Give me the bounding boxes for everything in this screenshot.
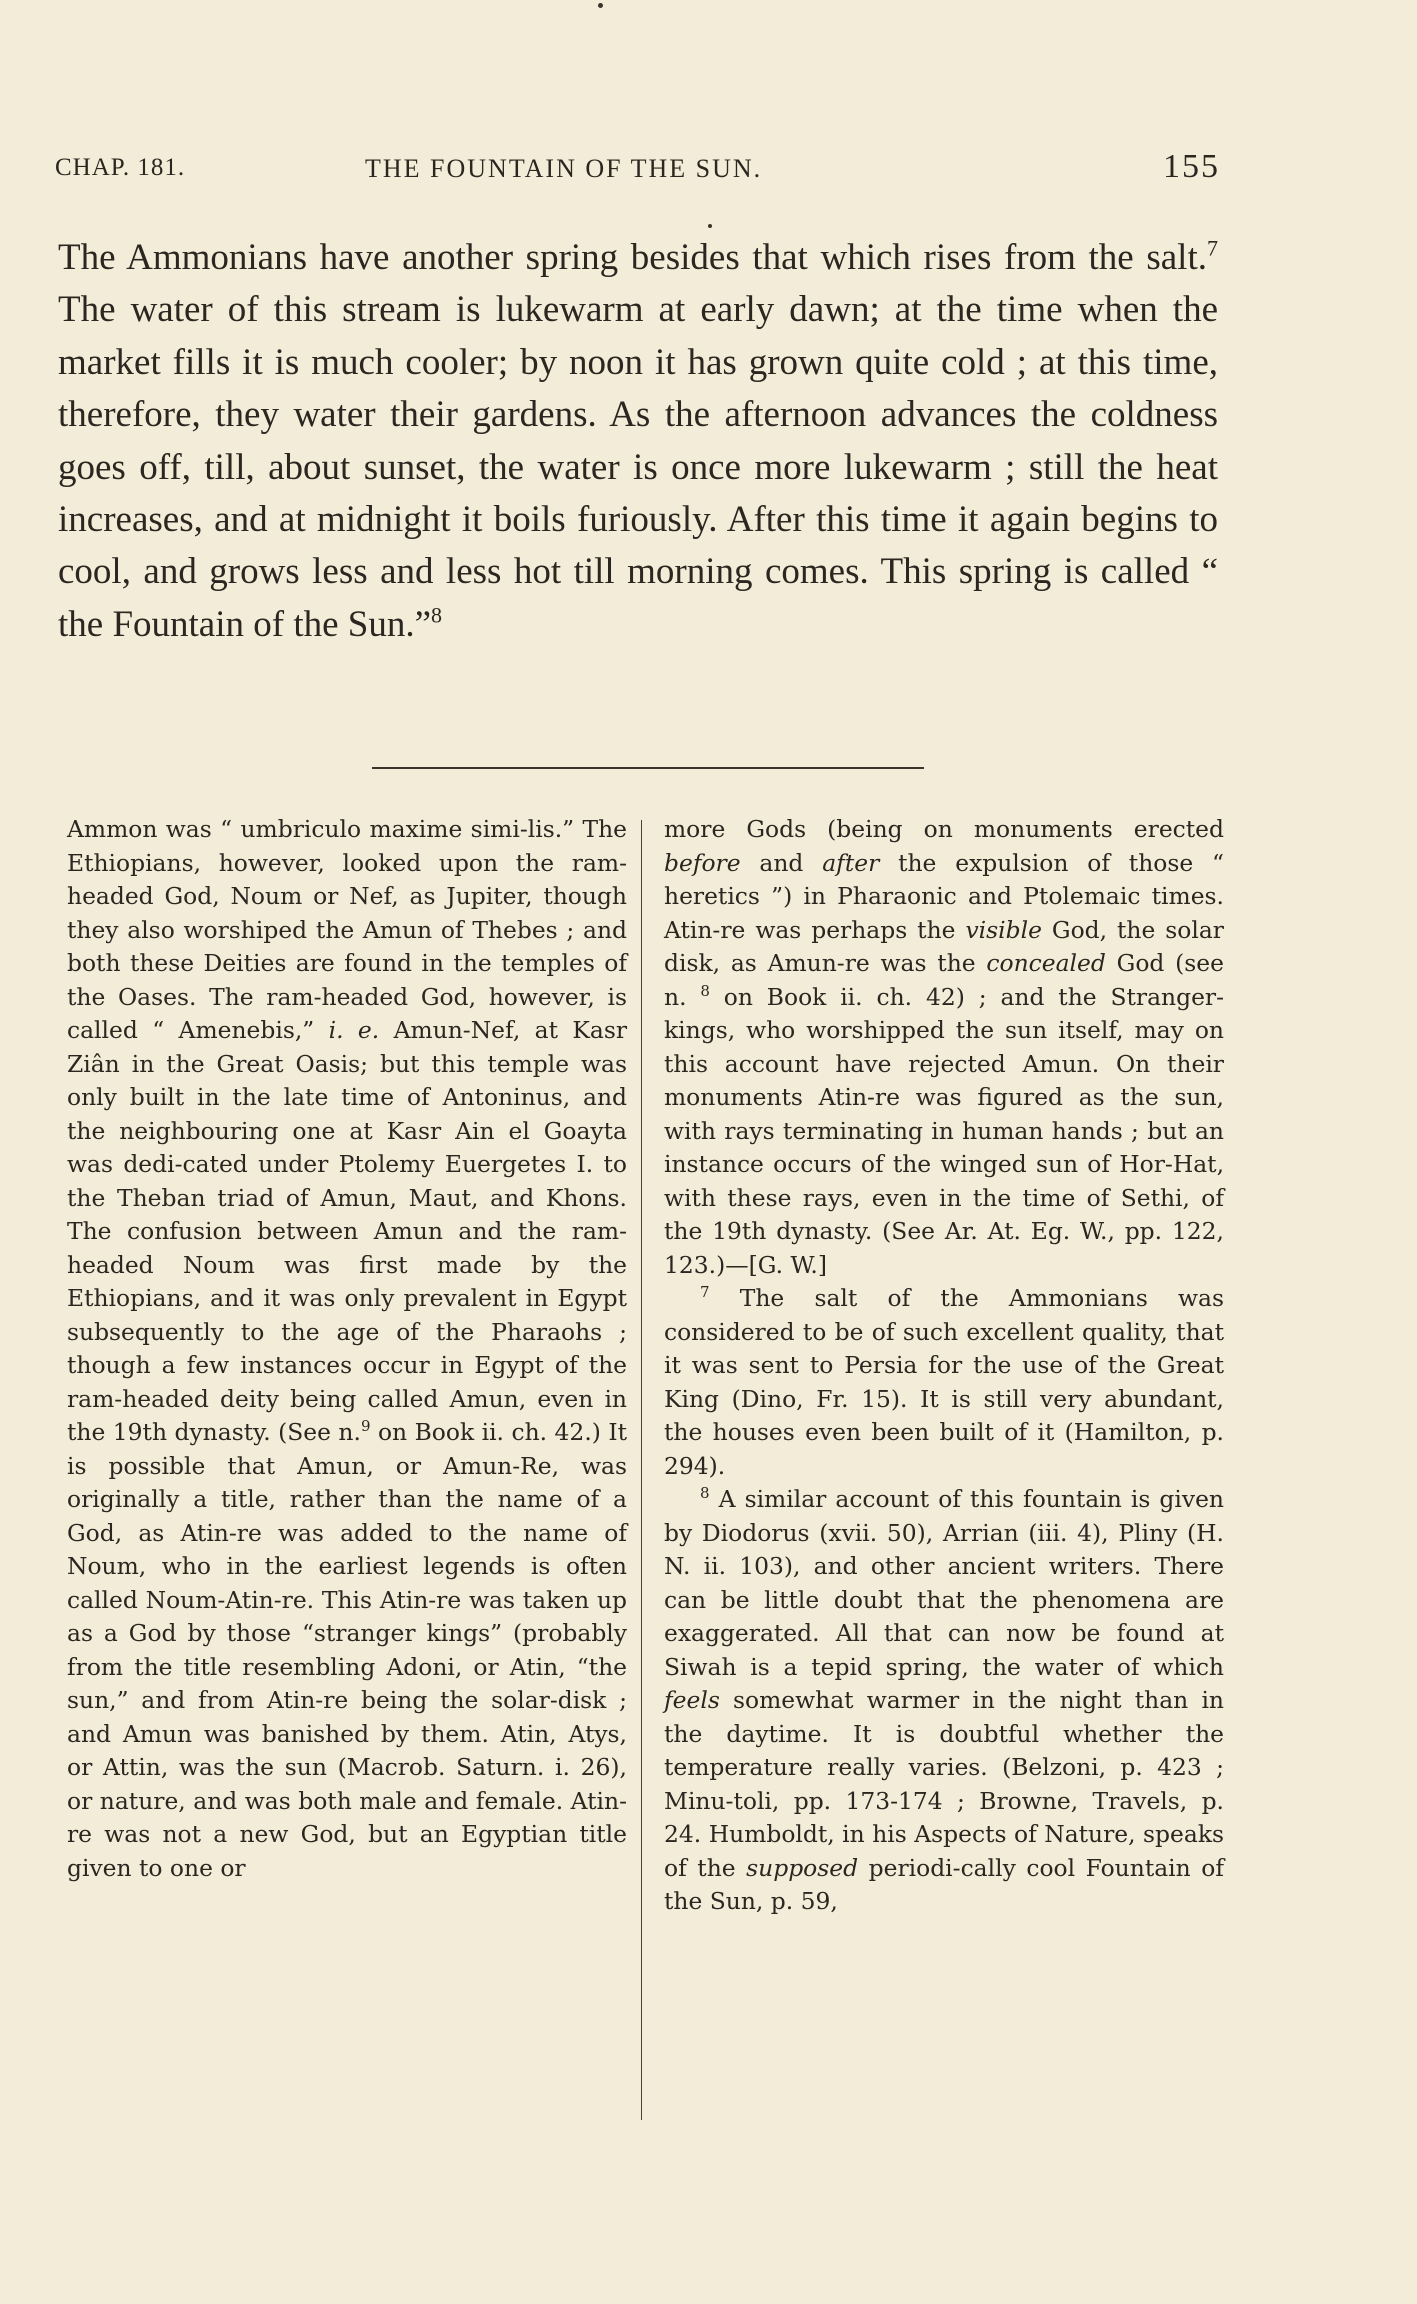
main-paragraph: The Ammonians have another spring besides that which rises from the salt.$^7$ The water of this stream is lukewarm at early dawn; at the time when the market fills it is much cooler; by noon it has grown quite cold ; at this time, therefore, they water their gardens. As the afternoon advances the coldness goes off, till, about sunset, the water is once more lukewarm ; still the heat increases, and at midnight it boils furiously. After this time it again begins to cool, and grows less and less hot till morning comes. This spring is called “ the Fountain of the Sun.”$^8$: [58, 235, 1218, 645]
page-number: 155: [1163, 148, 1220, 185]
print-speck: [598, 3, 603, 8]
running-title: THE FOUNTAIN OF THE SUN.: [365, 154, 763, 183]
running-head: [55, 150, 1220, 198]
footnote-8: $^8$ A similar account of this fountain is given by Diodorus (xvii. 50), Arrian (iii. 4), Pliny (H. N. ii. 103), and other ancient writers. There can be little doubt that the phenomena are exaggerated. All that can now be found at Siwah is a tepid spring, the water of which feels somewhat warmer in the night than in the daytime. It is doubtful whether the temperature really varies. (Belzoni, p. 423 ; Minu-toli, pp. 173-174 ; Browne, Travels, p. 24. Humboldt, in his Aspects of Nature, speaks of the supposed periodi-cally cool Fountain of the Sun, p. 59,: [664, 1484, 1225, 1915]
footnote-continuation: Ammon was “ umbriculo maxime simi-lis.” The Ethiopians, however, looked upon the ram-headed God, Noum or Nef, as Jupiter, though they also worshiped the Amun of Thebes ; and both these Deities are found in the temples of the Oases. The ram-headed God, however, is called “ Amenebis,” i. e. Amun-Nef, at Kasr Ziân in the Great Oasis; but this temple was only built in the late time of Antoninus, and the neighbouring one at Kasr Ain el Goayta was dedi-cated under Ptolemy Euergetes I. to the Theban triad of Amun, Maut, and Khons. The confusion between Amun and the ram-headed Noum was first made by the Ethiopians, and it was only prevalent in Egypt subsequently to the age of the Pharaohs ; though a few instances occur in Egypt of the ram-headed deity being called Amun, even in the 19th dynasty. (See n.$^9$ on Book ii. ch. 42.) It is possible that Amun, or Amun-Re, was originally a title, rather than the name of a God, as Atin-re was added to the name of Noum, who in the earliest legends is often called Noum-Atin-re. This Atin-re was taken up as a God by those “stranger kings” (probably from the title resembling Adoni, or Atin, “the sun,” and from Atin-re being the solar-disk ; and Amun was banished by them. Atin, Atys, or Attin, was the sun (Macrob. Saturn. i. 26), or nature, and was both male and female. Atin-re was not a new God, but an Egyptian title given to one or: [67, 815, 627, 1882]
footnotes-left-column: [67, 813, 627, 1885]
print-speck: [708, 224, 712, 228]
footnote-8-marker: 8: [700, 1484, 710, 1503]
footnote-7: $^7$ The salt of the Ammonians was considered to be of such excellent quality, that it was sent to Persia for the use of the Great King (Dino, Fr. 15). It is still very abundant, the houses even been built of it (Hamilton, p. 294).: [664, 1283, 1224, 1480]
footnote-divider: [372, 767, 924, 769]
footnote-ref-7[interactable]: 7: [1207, 235, 1218, 261]
footnote-continuation-right: more Gods (being on monuments erected before and after the expulsion of those “ heretics ”) in Pharaonic and Ptolemaic times. Atin-re was perhaps the visible God, the solar disk, as Amun-re was the concealed God (see n. $^8$ on Book ii. ch. 42) ; and the Stranger-kings, who worshipped the sun itself, may on this account have rejected Amun. On their monuments Atin-re was figured as the sun, with rays terminating in human hands ; but an instance occurs of the winged sun of Hor-Hat, with these rays, even in the time of Sethi, of the 19th dynasty. (See Ar. At. Eg. W., pp. 122, 123.)—[G. W.]: [664, 815, 1224, 1279]
chapter-label: CHAP. 181.: [55, 154, 186, 181]
footnote-ref-8[interactable]: 8: [431, 602, 443, 628]
column-rule: [641, 820, 642, 2120]
footnotes-right-column: [664, 813, 1224, 1919]
footnote-7-marker: 7: [700, 1283, 710, 1302]
